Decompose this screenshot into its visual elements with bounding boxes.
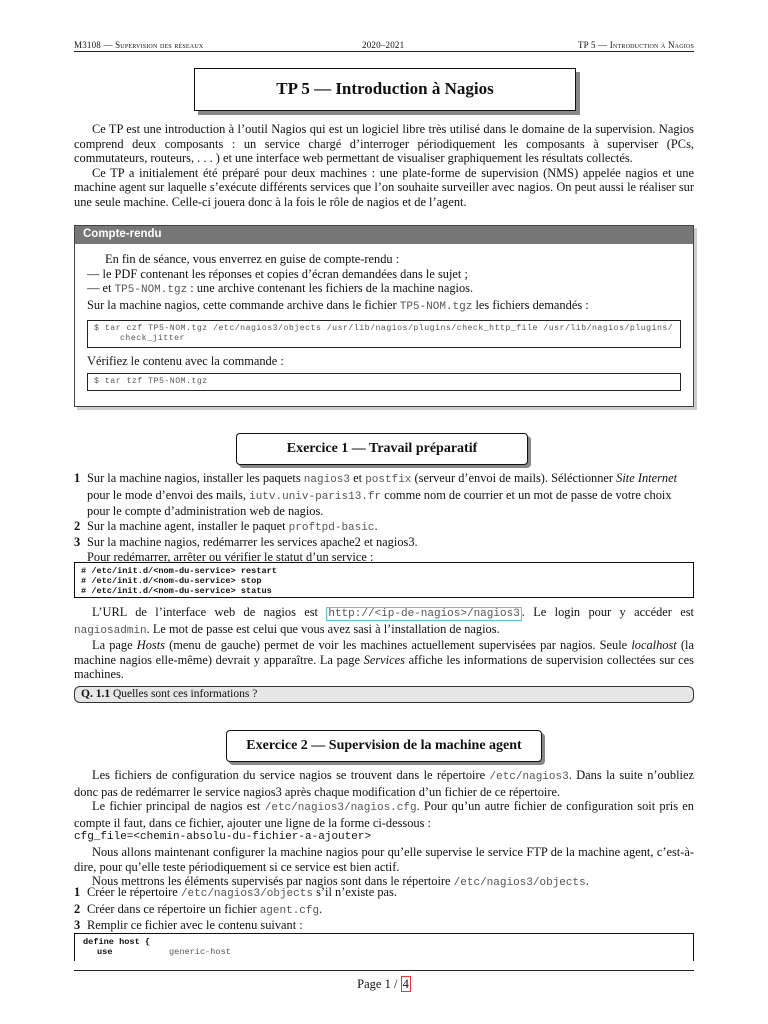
exercise-2-list [74,885,694,933]
total-pages-link[interactable]: 4 [402,977,409,991]
compte-rendu-box [74,225,694,407]
exercise-1-title: Exercice 1 — Travail préparatif [236,433,528,465]
intro-paragraph-2: Ce TP a initialement été préparé pour deux machines : une plate-forme de supervision (NMS) appelée nagios et une machine agent sur laquelle s’exécute différents services que l’on souhaite surveiller avec nagios. On peut aussi le réaliser sur une seule machine. Celle-ci jouera donc à la fois le rôle de nagios et de l’agent. [74,165,694,209]
exercise-1-step-1: 1 Sur la machine nagios, installer les paquets nagios3 et postfix (serveur d’envoi de mails). Séléctionner Site Internet pour le mode d’envoi des mails, iutv.univ-paris13.fr comme nom de courrier et un mot de passe de votre choix pour le compte d’administration web de nagios. [74,471,678,519]
objects-dir-paragraph: Nous mettrons les éléments supervisés par nagios sont dans le répertoire /etc/nagios3/objects. [92,874,589,890]
service-commands-box: # /etc/init.d/<nom-du-service> restart # /etc/init.d/<nom-du-service> stop # /etc/init.d/<nom-du-service> status [74,562,694,598]
exercise-2-text [74,768,694,891]
header-tp-title: TP 5 — Introduction à Nagios [577,40,694,50]
compte-rendu-heading: Compte-rendu [75,226,693,244]
url-paragraph: L’URL de l’interface web de nagios est http://<ip-de-nagios>/nagios3 . Le login pour y accéder est nagiosadmin. Le mot de passe est celui que vous avez sasi à l’installation de nagios. [74,605,694,637]
running-header [74,38,694,52]
intro-section [74,122,694,210]
page-title: TP 5 — Introduction à Nagios [194,68,576,111]
ftp-paragraph: Nous allons maintenant configurer la machine nagios pour qu’elle supervise le service FTP de la machine agent, c’est-à-dire, pour qu’elle teste périodiquement si ce service est bien actif. [74,844,694,874]
agent-cfg-code-box: define host { use generic-host [74,933,694,961]
exercise-1-step-3: 3 Sur la machine nagios, redémarrer les services apache2 et nagios3. Pour redémarrer, arrêter ou vérifier le statut d’un service : [74,535,418,564]
exercise-2-step-1: 1 Créer le répertoire /etc/nagios3/objects s’il n’existe pas. [74,885,397,900]
verify-line: Vérifiez le contenu avec la commande : [87,354,284,369]
verify-command-box: $ tar tzf TP5-NOM.tgz [87,373,681,391]
footer-rule [74,970,694,971]
compte-rendu-archive-line: Sur la machine nagios, cette commande archive dans le fichier TP5-NOM.tgz les fichiers demandés : [87,297,589,313]
intro-paragraph-1: Ce TP est une introduction à l’outil Nagios qui est un logiciel libre très utilisé dans le domaine de la supervision. Nagios comprend deux composants : un service chargé d’interroger périodiquement les composants à superviser (PCs, commutateurs, routeurs, . . . ) et une interface web permettant de visualiser graphiquement les résultats collectés. [74,122,694,166]
main-config-paragraph: Le fichier principal de nagios est /etc/nagios3/nagios.cfg. Pour qu’un autre fichier de configuration soit pris en compte il faut, dans ce fichier, ajouter une ligne de la forme ci-dessous : [74,799,694,830]
archive-command-box: $ tar czf TP5-NOM.tgz /etc/nagios3/objects /usr/lib/nagios/plugins/check_http_file /usr/lib/nagios/plugins/ check_jitter [87,320,681,348]
exercise-2-step-2: 2 Créer dans ce répertoire un fichier agent.cfg. [74,901,323,917]
nagios-url-link[interactable]: http://<ip-de-nagios>/nagios3 [328,608,520,620]
header-year: 2020–2021 [362,40,405,50]
header-rule [74,51,694,52]
page-footer: Page 1 / 4 [357,977,409,991]
exercise-2-step-3: 3 Remplir ce fichier avec le contenu suivant : [74,918,303,933]
exercise-1-text [74,605,694,682]
hosts-paragraph: La page Hosts (menu de gauche) permet de voir les machines actuellement supervisées par nagios. Seule localhost (la machine nagios elle-même) devrait y apparaître. La page Services affiche les informations de supervision collectées sur ces machines. [74,638,694,682]
config-dir-paragraph: Les fichiers de configuration du service nagios se trouvent dans le répertoire /etc/nagios3. Dans la suite n’oubliez donc pas de redémarrer le service nagios3 après chaque modification d’un fichier de ce répertoire. [74,768,694,799]
compte-rendu-item-2: — et TP5-NOM.tgz : une archive contenant les fichiers de la machine nagios. [87,281,474,297]
exercise-1-step-2: 2 Sur la machine agent, installer le paquet proftpd-basic. [74,518,378,534]
compte-rendu-item-1: — le PDF contenant les réponses et copies d’écran demandées dans le sujet ; [87,266,468,281]
compte-rendu-intro: En fin de séance, vous enverrez en guise de compte-rendu : [105,252,400,266]
header-course: M3108 — Supervision des réseaux [74,40,204,50]
exercise-1-list [74,471,694,565]
exercise-2-title: Exercice 2 — Supervision de la machine agent [226,730,542,762]
cfg-file-line: cfg_file=<chemin-absolu-du-fichier-a-ajouter> [74,831,372,844]
question-1-1: Q. 1.1 Quelles sont ces informations ? [74,686,694,703]
